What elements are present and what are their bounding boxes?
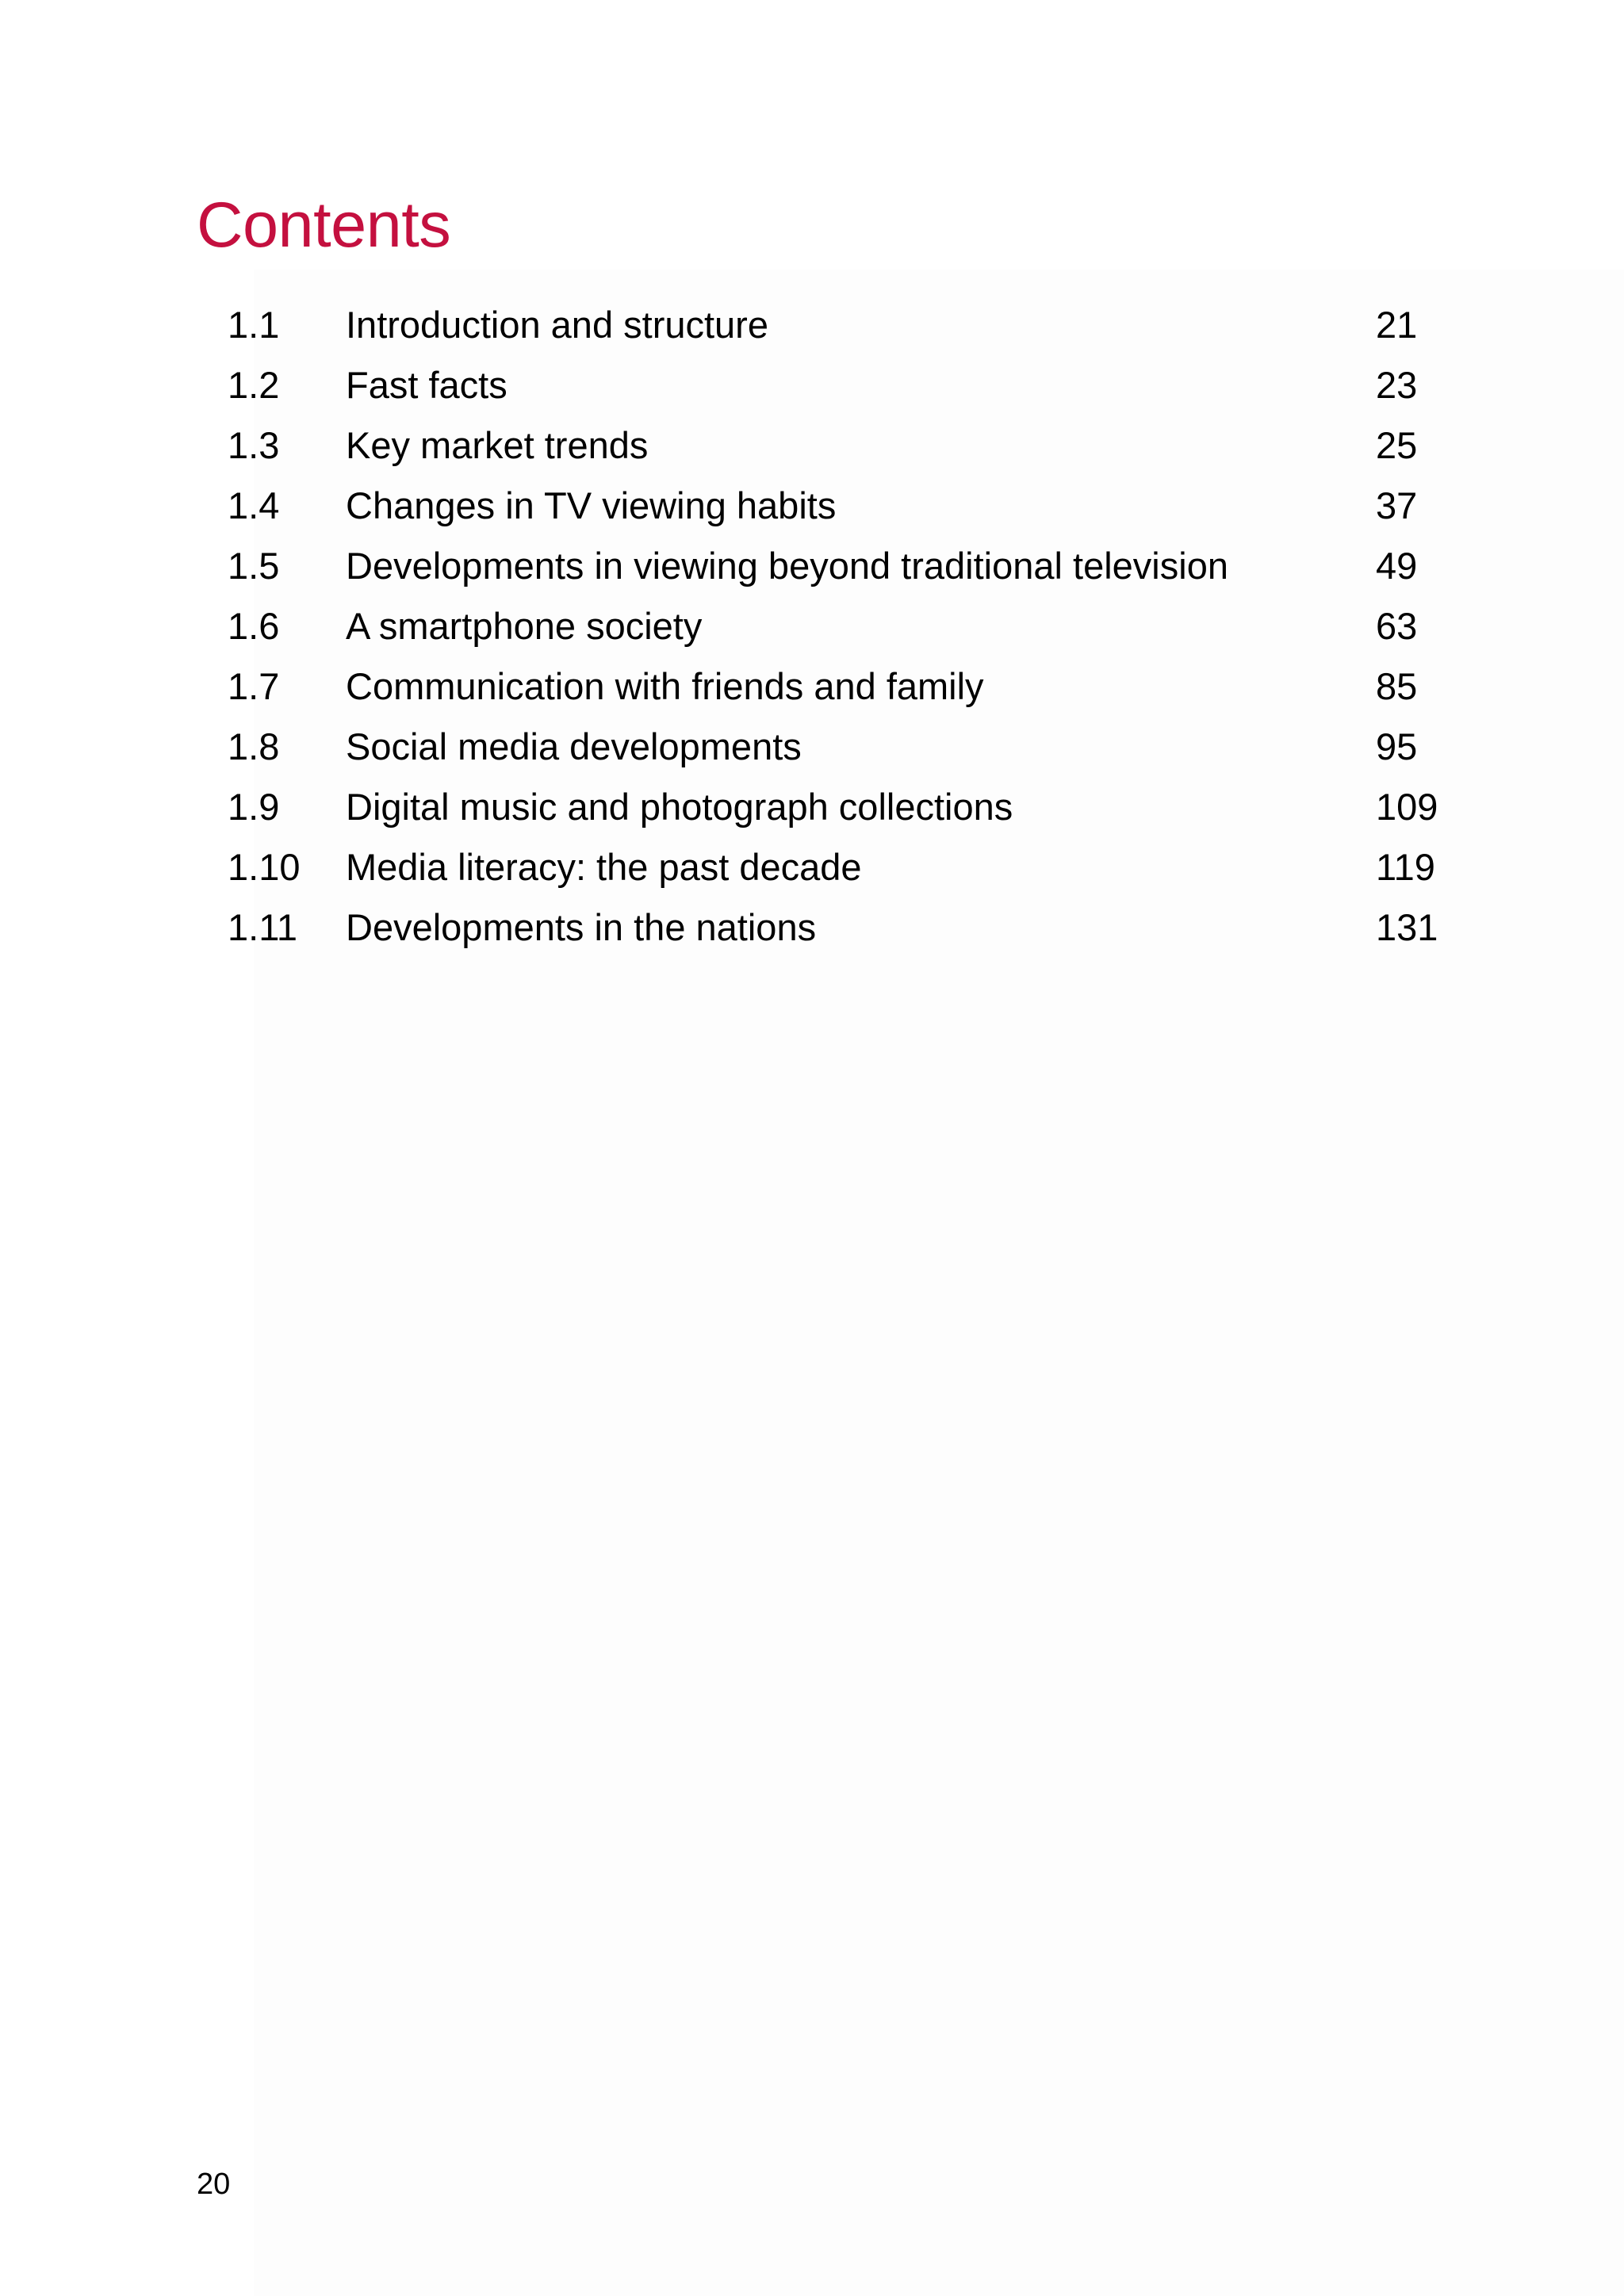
table-of-contents [0,301,1624,964]
toc-section-number: 1.8 [228,725,280,767]
toc-page-number: 95 [1376,725,1418,767]
toc-entry[interactable] [0,603,1624,663]
toc-page-number: 131 [1376,906,1438,948]
toc-section-title[interactable]: A smartphone society [346,605,703,647]
toc-entry[interactable] [0,663,1624,723]
page-title: Contents [197,189,451,261]
toc-entry[interactable] [0,422,1624,482]
toc-section-title[interactable]: Fast facts [346,364,508,406]
toc-section-number: 1.5 [228,545,280,587]
toc-section-number: 1.10 [228,846,301,888]
toc-page-number: 109 [1376,786,1438,828]
toc-section-title[interactable]: Introduction and structure [346,304,768,346]
toc-section-number: 1.4 [228,484,280,526]
toc-page-number: 49 [1376,545,1418,587]
toc-page-number: 25 [1376,424,1418,466]
toc-page-number: 21 [1376,304,1418,346]
toc-entry[interactable] [0,542,1624,603]
toc-section-number: 1.2 [228,364,280,406]
toc-section-title[interactable]: Developments in the nations [346,906,817,948]
toc-page-number: 37 [1376,484,1418,526]
toc-entry[interactable] [0,723,1624,783]
toc-section-number: 1.3 [228,424,280,466]
toc-section-title[interactable]: Digital music and photograph collections [346,786,1013,828]
toc-section-title[interactable]: Media literacy: the past decade [346,846,862,888]
toc-entry[interactable] [0,301,1624,362]
toc-section-number: 1.11 [228,906,297,948]
toc-entry[interactable] [0,904,1624,964]
toc-entry[interactable] [0,482,1624,542]
toc-section-number: 1.9 [228,786,280,828]
toc-entry[interactable] [0,783,1624,844]
toc-section-title[interactable]: Developments in viewing beyond traditional television [346,545,1228,587]
toc-page-number: 23 [1376,364,1418,406]
toc-page-number: 63 [1376,605,1418,647]
toc-entry[interactable] [0,362,1624,422]
toc-page-number: 119 [1376,846,1435,888]
toc-page-number: 85 [1376,665,1418,707]
footer-page-number: 20 [197,2168,231,2201]
toc-section-title[interactable]: Social media developments [346,725,802,767]
toc-section-title[interactable]: Key market trends [346,424,649,466]
toc-entry[interactable] [0,844,1624,904]
toc-section-title[interactable]: Changes in TV viewing habits [346,484,837,526]
toc-section-title[interactable]: Communication with friends and family [346,665,984,707]
toc-section-number: 1.7 [228,665,280,707]
toc-section-number: 1.6 [228,605,280,647]
toc-section-number: 1.1 [228,304,280,346]
